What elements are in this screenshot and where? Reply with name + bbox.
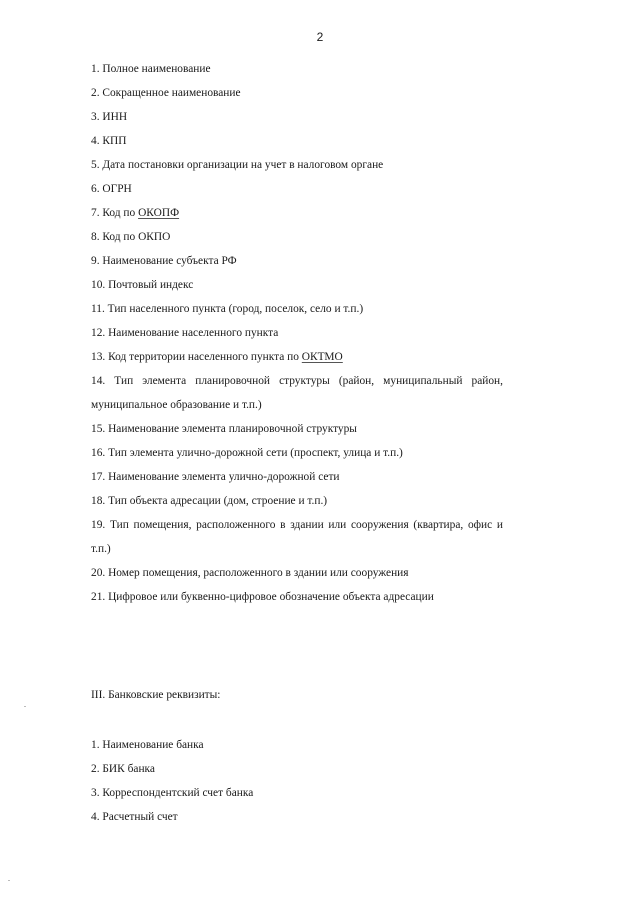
field-ogrn: 6. ОГРН xyxy=(91,183,132,195)
field-oktmo-code xyxy=(91,350,343,364)
field-postal-code: 10. Почтовый индекс xyxy=(91,279,194,291)
field-planning-element-type-line2: муниципальное образование и т.п.) xyxy=(91,399,262,411)
scan-speck xyxy=(24,706,26,707)
field-region-name: 9. Наименование субъекта РФ xyxy=(91,255,237,267)
bank-field-name: 1. Наименование банка xyxy=(91,739,204,751)
field-premises-number: 20. Номер помещения, расположенного в здании или сооружения xyxy=(91,567,409,579)
field-kpp: 4. КПП xyxy=(91,135,127,147)
field-settlement-name: 12. Наименование населенного пункта xyxy=(91,327,279,339)
field-okopf-code xyxy=(91,206,179,220)
field-premises-type-line2: т.п.) xyxy=(91,543,111,555)
field-full-name: 1. Полное наименование xyxy=(91,63,211,75)
field-premises-type-line1: 19. Тип помещения, расположенного в здании или сооружения (квартира, офис и xyxy=(91,519,503,531)
bank-section-heading: III. Банковские реквизиты: xyxy=(91,689,221,701)
oktmo-link-text: ОКТМО xyxy=(301,351,343,363)
scan-speck xyxy=(8,880,10,881)
field-oktmo-prefix: 13. Код территории населенного пункта по xyxy=(91,351,302,363)
field-tax-registration-date: 5. Дата постановки организации на учет в налоговом органе xyxy=(91,159,384,171)
field-short-name: 2. Сокращенное наименование xyxy=(91,87,241,99)
bank-field-correspondent-account: 3. Корреспондентский счет банка xyxy=(91,787,254,799)
field-planning-element-type-line1: 14. Тип элемента планировочной структуры (район, муниципальный район, xyxy=(91,375,503,387)
field-road-element-type: 16. Тип элемента улично-дорожной сети (проспект, улица и т.п.) xyxy=(91,447,403,459)
field-inn: 3. ИНН xyxy=(91,111,128,123)
field-settlement-type: 11. Тип населенного пункта (город, поселок, село и т.п.) xyxy=(91,303,364,315)
field-okpo-code: 8. Код по ОКПО xyxy=(91,231,171,243)
field-road-element-name: 17. Наименование элемента улично-дорожной сети xyxy=(91,471,340,483)
field-okopf-prefix: 7. Код по xyxy=(91,207,139,219)
okopf-link-text: ОКОПФ xyxy=(138,207,180,219)
page-number: 2 xyxy=(316,30,324,44)
field-planning-element-name: 15. Наименование элемента планировочной структуры xyxy=(91,423,357,435)
field-address-object-type: 18. Тип объекта адресации (дом, строение и т.п.) xyxy=(91,495,328,507)
field-address-object-designation: 21. Цифровое или буквенно-цифровое обозначение объекта адресации xyxy=(91,591,434,603)
bank-field-settlement-account: 4. Расчетный счет xyxy=(91,811,178,823)
bank-field-bik: 2. БИК банка xyxy=(91,763,155,775)
